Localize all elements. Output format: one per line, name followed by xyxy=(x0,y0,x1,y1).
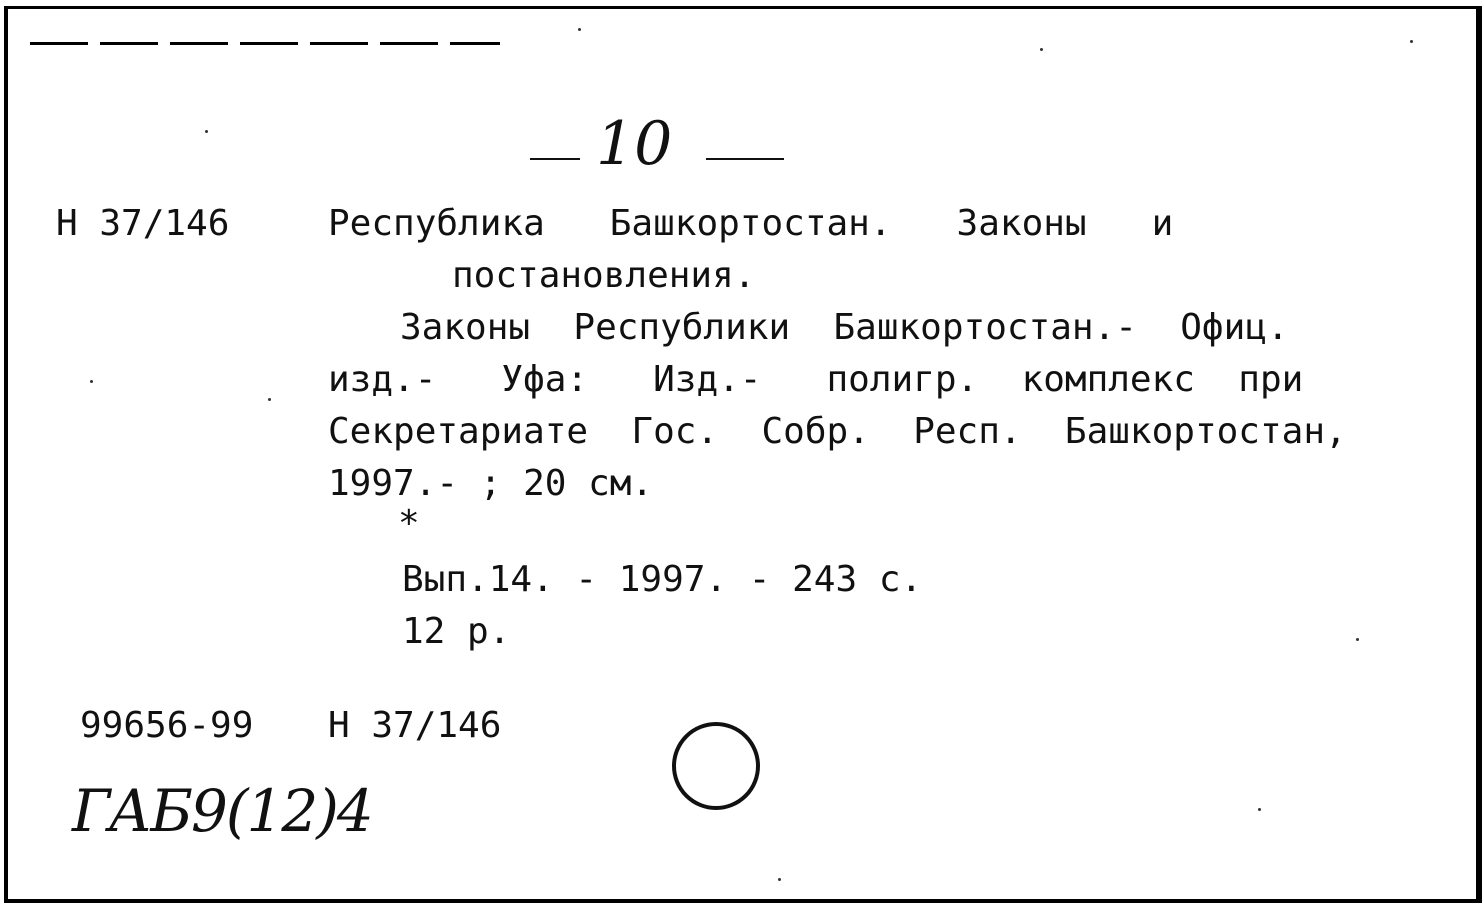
page-number-rule-right xyxy=(706,158,784,160)
scan-speck xyxy=(1410,40,1413,43)
shelf-mark: Н 37/146 xyxy=(328,705,502,746)
heading-line-2: постановления. xyxy=(452,255,756,296)
heading-line-1: Республика Башкортостан. Законы и xyxy=(328,203,1174,244)
scan-speck xyxy=(1258,808,1261,811)
scan-speck xyxy=(90,380,93,383)
accession-number: 99656-99 xyxy=(80,705,254,746)
scan-speck xyxy=(205,130,208,133)
top-dashed-line xyxy=(30,42,500,45)
body-line-1: Законы Республики Башкортостан.- Офиц. xyxy=(400,307,1289,348)
body-line-3: Секретариате Гос. Собр. Респ. Башкортостан, xyxy=(328,411,1347,452)
scan-speck xyxy=(778,878,781,881)
body-line-2: изд.- Уфа: Изд.- полигр. комплекс при xyxy=(328,359,1304,400)
handwritten-code: ГАБ9(12)4 xyxy=(72,777,372,845)
scan-speck xyxy=(1040,48,1043,51)
price: 12 р. xyxy=(402,611,511,652)
separator-asterisk: * xyxy=(398,503,420,544)
body-line-4: 1997.- ; 20 см. xyxy=(328,463,654,504)
issue-line: Вып.14. - 1997. - 243 с. xyxy=(402,559,923,600)
call-number: Н 37/146 xyxy=(56,203,230,244)
scan-speck xyxy=(578,28,581,31)
page-number: 10 xyxy=(596,109,673,179)
page-number-rule-left xyxy=(530,158,580,160)
scan-speck xyxy=(1356,638,1359,641)
circle-stamp xyxy=(672,722,760,810)
scan-speck xyxy=(268,398,271,401)
